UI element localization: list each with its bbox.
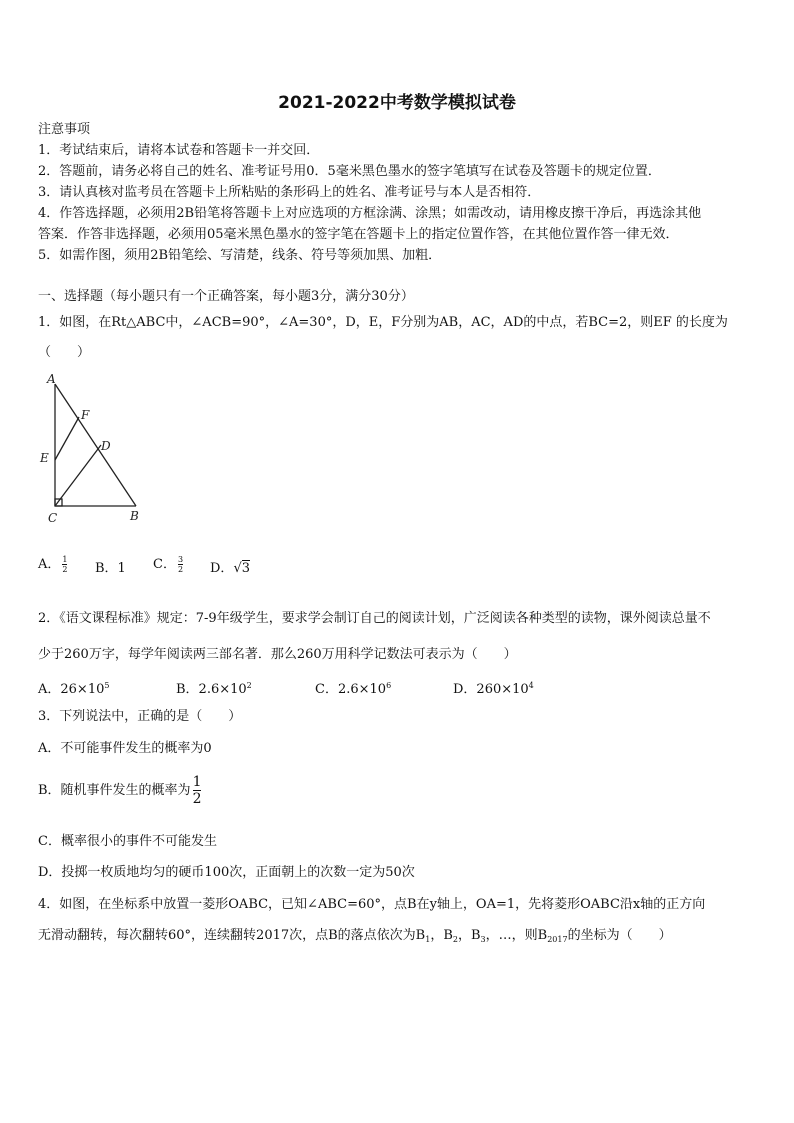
option-text: B．2.6×10 <box>176 682 247 697</box>
q3-option-b <box>38 774 201 807</box>
exponent: 2 <box>246 681 252 690</box>
numerator: 3 <box>177 555 184 564</box>
option-letter: D． <box>210 561 234 576</box>
subscript: 2 <box>452 935 458 944</box>
q2-option-b <box>176 678 252 697</box>
text-run: ，…，则B <box>485 928 548 943</box>
label-b: B <box>130 509 139 523</box>
segment-ab <box>55 384 136 506</box>
label-d: D <box>101 439 111 453</box>
notice-item-4: 4．作答选择题，必须用2B铅笔将答题卡上对应选项的方框涂满、涂黑；如需改动，请用橡皮擦干净后，再选涂其他 <box>38 206 702 221</box>
notice-item-5: 5．如需作图，须用2B铅笔绘、写清楚，线条、符号等须加黑、加粗． <box>38 248 442 263</box>
segment-cd <box>55 445 101 506</box>
denominator: 2 <box>62 565 68 574</box>
segment-ef <box>55 417 79 460</box>
exponent: 6 <box>386 681 392 690</box>
text-run: ，B <box>430 928 453 943</box>
subscript: 2017 <box>547 935 568 944</box>
triangle-diagram <box>36 370 150 526</box>
q2-option-d <box>453 678 534 697</box>
notice-heading: 注意事项 <box>38 122 91 137</box>
q1-option-b: B．1 <box>95 561 126 576</box>
q2-option-c <box>315 678 391 697</box>
q1-option-a <box>38 553 67 574</box>
notice-item-3: 3．请认真核对监考员在答题卡上所粘贴的条形码上的姓名、准考证号与本人是否相符． <box>38 185 541 200</box>
option-letter: C． <box>153 557 176 572</box>
q3-option-c: C．概率很小的事件不可能发生 <box>38 834 217 849</box>
fraction <box>62 555 67 574</box>
sqrt-sign: √ <box>233 561 242 576</box>
text-run: 无滑动翻转，每次翻转60°，连续翻转2017次，点B的落点依次为B <box>38 928 426 943</box>
subscript: 3 <box>480 935 486 944</box>
subscript: 1 <box>425 935 431 944</box>
option-text: C．2.6×10 <box>315 682 387 697</box>
q1-stem-blank: （ ） <box>38 345 91 360</box>
section-heading: 一、选择题（每小题只有一个正确答案，每小题3分，满分30分） <box>38 289 414 304</box>
option-text: B．随机事件发生的概率为 <box>38 783 191 798</box>
q3-option-d: D．投掷一枚质地均匀的硬币100次，正面朝上的次数一定为50次 <box>38 865 415 880</box>
numerator: 1 <box>62 555 68 564</box>
text-run: ，B <box>457 928 481 943</box>
option-text: A．26×10 <box>38 682 105 697</box>
q4-stem: 4．如图，在坐标系中放置一菱形OABC，已知∠ABC=60°，点B在y轴上，OA=1，先将菱形OABC沿x轴的正方向 <box>38 897 706 912</box>
option-letter: A． <box>38 557 61 572</box>
exponent: 4 <box>528 681 534 690</box>
q2-option-a <box>38 678 109 697</box>
radicand: 3 <box>241 561 251 576</box>
q3-stem: 3．下列说法中，正确的是（ ） <box>38 709 242 724</box>
denominator: 2 <box>177 565 184 574</box>
option-text: D．260×10 <box>453 682 529 697</box>
notice-item-1: 1．考试结束后，请将本试卷和答题卡一并交回． <box>38 143 320 158</box>
q2-stem-cont: 少于260万字，每学年阅读两三部名著．那么260万用科学记数法可表示为（ ） <box>38 647 517 662</box>
q1-option-c <box>153 553 183 574</box>
label-e: E <box>40 451 49 465</box>
q1-stem: 1．如图，在Rt△ABC中，∠ACB=90°，∠A=30°，D，E，F分别为AB，AC，AD的中点，若BC=2，则EF 的长度为 <box>38 315 728 330</box>
notice-item-2: 2．答题前，请务必将自己的姓名、准考证号用0．5毫米黑色墨水的签字笔填写在试卷及答题卡的规定位置． <box>38 164 661 179</box>
fraction <box>178 555 183 574</box>
numerator: 1 <box>192 774 202 790</box>
text-run: 的坐标为（ ） <box>567 928 672 943</box>
page-title: 2021-2022中考数学模拟试卷 <box>278 93 516 113</box>
q2-stem: 2．《语文课程标准》规定：7-9年级学生，要求学会制订自己的阅读计划，广泛阅读各种类型的读物，课外阅读总量不 <box>38 611 711 626</box>
label-f: F <box>81 408 90 422</box>
notice-item-4-cont: 答案．作答非选择题，必须用05毫米黑色墨水的签字笔在答题卡上的指定位置作答，在其他位置作答一律无效． <box>38 227 679 242</box>
label-c: C <box>48 511 58 525</box>
label-a: A <box>47 372 56 386</box>
denominator: 2 <box>192 791 202 807</box>
fraction <box>193 774 202 807</box>
exponent: 5 <box>104 681 110 690</box>
q3-option-a: A．不可能事件发生的概率为0 <box>38 741 212 756</box>
q4-stem-cont <box>38 927 763 949</box>
triangle-figure <box>36 370 150 526</box>
q1-option-d <box>210 557 250 576</box>
